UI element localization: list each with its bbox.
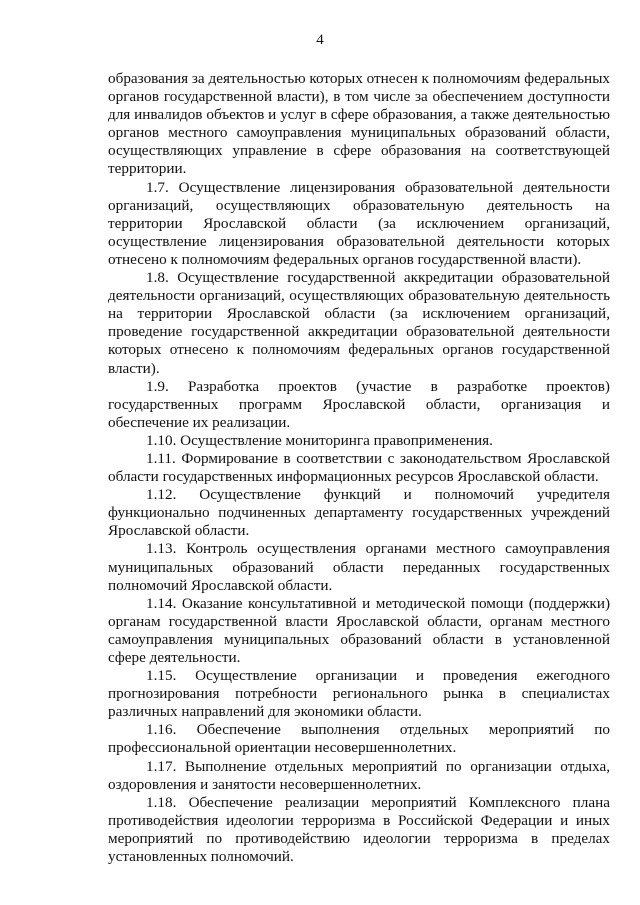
paragraph-1-16: 1.16. Обеспечение выполнения отдельных мероприятий по профессиональной ориентации несовершеннолетних. [108,721,610,757]
paragraph-1-9: 1.9. Разработка проектов (участие в разработке проектов) государственных программ Ярославской области, организация и обеспечение их реализации. [108,377,610,431]
paragraph-1-18: 1.18. Обеспечение реализации мероприятий Комплексного плана противодействия идеологии терроризма в Российской Федерации и иных мероприятий по противодействию идеологии терроризма в пределах установленных полномочий. [108,793,610,866]
document-body [108,70,610,866]
paragraph-1-15: 1.15. Осуществление организации и проведения ежегодного прогнозирования потребности регионального рынка в специалистах различных направлений для экономики области. [108,667,610,721]
paragraph-1-11: 1.11. Формирование в соответствии с законодательством Ярославской области государственных информационных ресурсов Ярославской области. [108,449,610,486]
paragraph-1-17: 1.17. Выполнение отдельных мероприятий по организации отдыха, оздоровления и занятости несовершеннолетних. [108,757,610,793]
page-number: 4 [316,32,324,48]
paragraph-1-10: 1.10. Осуществление мониторинга правоприменения. [146,431,493,449]
paragraph-1-12: 1.12. Осуществление функций и полномочий учредителя функционально подчиненных департаменту государственных учреждений Ярославской области. [108,486,610,540]
paragraph-1-13: 1.13. Контроль осуществления органами местного самоуправления муниципальных образований области переданных государственных полномочий Ярославской области. [108,540,610,594]
paragraph-1-7: 1.7. Осуществление лицензирования образовательной деятельности организаций, осуществляющих образовательную деятельность на территории Ярославской области (за исключением организаций, осуществление лицензирования образовательной деятельности которых отнесено к полномочиям федеральных органов государственной власти). [108,178,610,268]
paragraph-1-14: 1.14. Оказание консультативной и методической помощи (поддержки) органам государственной власти Ярославской области, органам местного самоуправления муниципальных образований области в установленной сфере деятельности. [108,594,610,666]
paragraph-1-8: 1.8. Осуществление государственной аккредитации образовательной деятельности организаций, осуществляющих образовательную деятельность на территории Ярославской области (за исключением организаций, проведение государственной аккредитации образовательной деятельности которых отнесено к полномочиям федеральных органов государственной власти). [108,269,610,377]
paragraph-continuation: образования за деятельностью которых отнесен к полномочиям федеральных органов государственной власти), в том числе за обеспечением доступности для инвалидов объектов и услуг в сфере образования, а также деятельностью органов местного самоуправления муниципальных образований области, осуществляющих управление в сфере образования на соответствующей территории. [108,70,610,178]
